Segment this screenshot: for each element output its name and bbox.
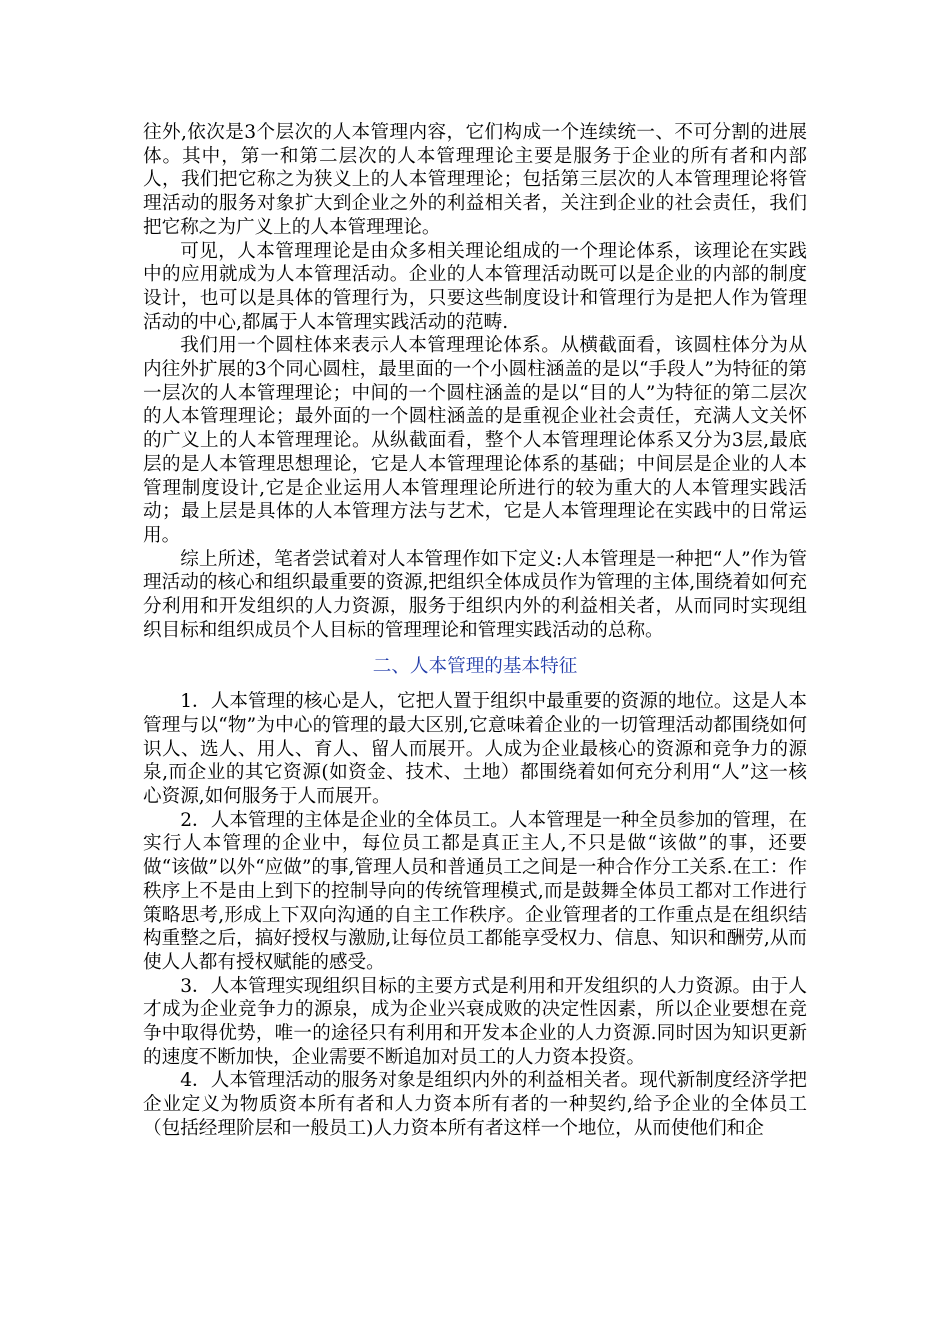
feature-paragraph: 1．人本管理的核心是人，它把人置于组织中最重要的资源的地位。这是人本管理与以“物”为中心的管理的最大区别,它意味着企业的一切管理活动都围绕如何识人、选人、用人、育人、留人而展开。人成为企业最核心的资源和竞争力的源泉,而企业的其它资源(如资金、技术、土地）都围绕着如何充分利用“人”这一核心资源,如何服务于人而展开。 [143, 691, 807, 807]
feature-paragraph: 3．人本管理实现组织目标的主要方式是利用和开发组织的人力资源。由于人才成为企业竞争力的源泉，成为企业兴衰成败的决定性因素，所以企业要想在竞争中取得优势，唯一的途径只有利用和开发本企业的人力资源.同时因为知识更新的速度不断加快，企业需要不断追加对员工的人力资本投资。 [143, 975, 807, 1068]
body-paragraph: 我们用一个圆柱体来表示人本管理理论体系。从横截面看，该圆柱体分为从内往外扩展的3个同心圆柱，最里面的一个小圆柱涵盖的是以“手段人”为特征的第一层次的人本管理理论；中间的一个圆柱涵盖的是以“目的人”为特征的第二层次的人本管理理论；最外面的一个圆柱涵盖的是重视企业社会责任，充满人文关怀的广义上的人本管理理论。从纵截面看，整个人本管理理论体系又分为3层,最底层的是人本管理思想理论，它是人本管理理论体系的基础；中间层是企业的人本管理制度设计,它是企业运用人本管理理论所进行的较为重大的人本管理实践活动；最上层是具体的人本管理方法与艺术，它是人本管理理论在实践中的日常运用。 [143, 335, 807, 546]
body-paragraph: 综上所述，笔者尝试着对人本管理作如下定义:人本管理是一种把“人”作为管理活动的核心和组织最重要的资源,把组织全体成员作为管理的主体,围绕着如何充分利用和开发组织的人力资源，服务于组织内外的利益相关者，从而同时实现组织目标和组织成员个人目标的管理理论和管理实践活动的总称。 [143, 548, 807, 641]
feature-paragraph: 4．人本管理活动的服务对象是组织内外的利益相关者。现代新制度经济学把企业定义为物质资本所有者和人力资本所有者的一种契约,给予企业的全体员工（包括经理阶层和一般员工)人力资本所有者这样一个地位，从而使他们和企 [143, 1070, 807, 1139]
document-page [143, 121, 807, 1141]
body-paragraph: 可见，人本管理理论是由众多相关理论组成的一个理论体系，该理论在实践中的应用就成为人本管理活动。企业的人本管理活动既可以是企业的内部的制度设计，也可以是具体的管理行为，只要这些制度设计和管理行为是把人作为管理活动的中心,都属于人本管理实践活动的范畴. [143, 240, 807, 333]
section-heading: 二、人本管理的基本特征 [372, 656, 578, 678]
feature-paragraph: 2．人本管理的主体是企业的全体员工。人本管理是一种全员参加的管理，在实行人本管理的企业中，每位员工都是真正主人,不只是做“该做”的事，还要做“该做”以外“应做”的事,管理人员和普通员工之间是一种合作分工关系.在工：作秩序上不是由上到下的控制导向的传统管理模式,而是鼓舞全体员工都对工作进行策略思考,形成上下双向沟通的自主工作秩序。企业管理者的工作重点是在组织结构重整之后，搞好授权与激励,让每位员工都能享受权力、信息、知识和酬劳,从而使人人都有授权赋能的感受。 [143, 809, 807, 973]
body-paragraph: 往外,依次是3个层次的人本管理内容，它们构成一个连续统一、不可分割的进展体。其中，第一和第二层次的人本管理理论主要是服务于企业的所有者和内部人，我们把它称之为狭义上的人本管理理论；包括第三层次的人本管理理论将管理活动的服务对象扩大到企业之外的利益相关者，关注到企业的社会责任，我们把它称之为广义上的人本管理理论。 [143, 122, 807, 238]
